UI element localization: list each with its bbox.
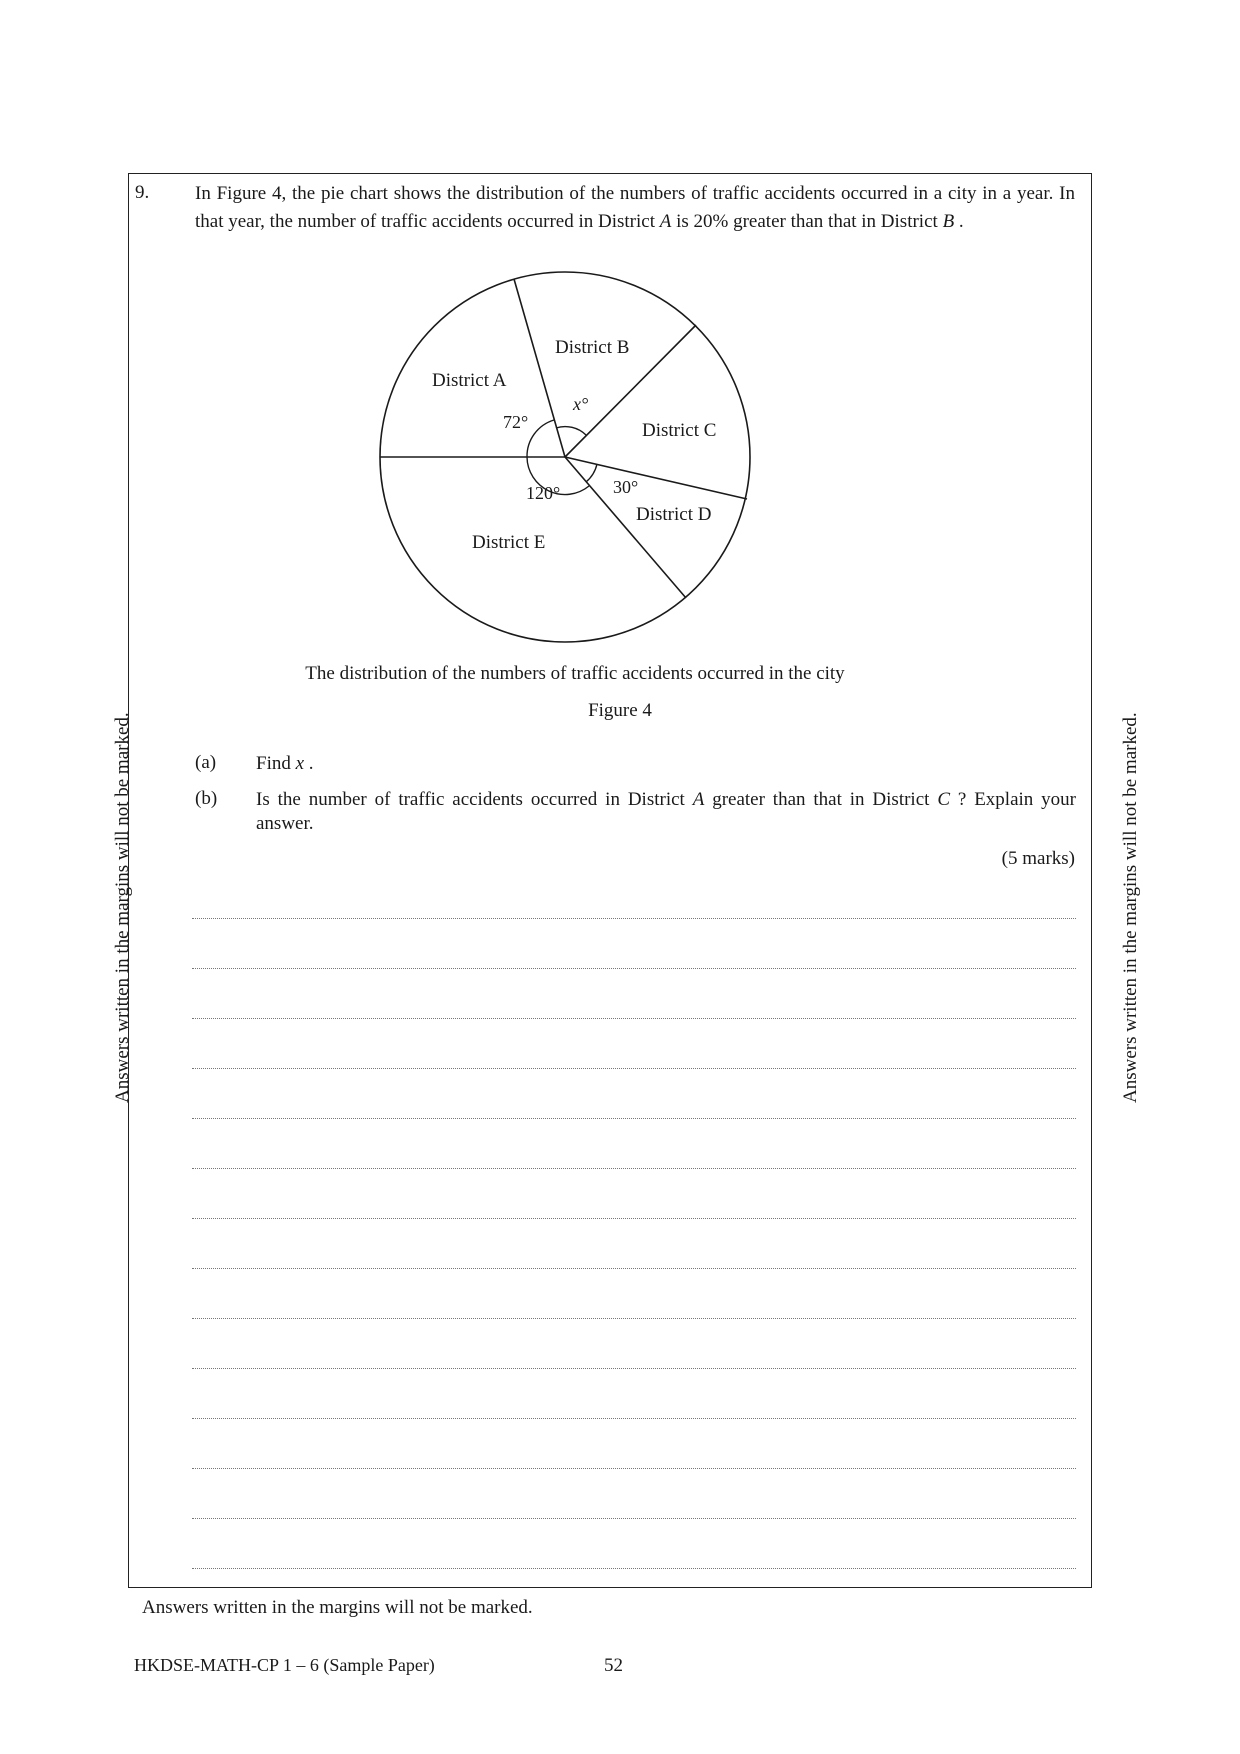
answer-line[interactable] [192,918,1076,919]
arc-x [556,427,586,435]
intro-text-3: . [954,211,964,232]
intro-text-2: is 20% greater than that in District [671,211,943,232]
slice-label-b: District B [555,337,630,358]
angle-label-a: 72° [503,412,529,432]
part-b-var-c: C [937,789,950,810]
slice-label-c: District C [642,420,717,441]
arc-72 [527,420,554,457]
figure-caption: The distribution of the numbers of traffic accidents occurred in the city [305,663,845,684]
part-a-text-1: Find [256,753,296,774]
answer-line[interactable] [192,1318,1076,1319]
part-b-text [256,788,1076,860]
marks-label: (5 marks) [1001,848,1075,869]
arc-30 [586,464,597,482]
figure-label: Figure 4 [588,700,652,721]
intro-var-a: A [659,211,672,232]
part-b-text-3: ? Explain your answer. [256,789,1076,834]
margin-note-left: Answers written in the margins will not be marked. [112,712,133,1103]
slice-label-a: District A [432,370,507,391]
answer-line[interactable] [192,1118,1076,1119]
part-a-text-2: . [304,753,314,774]
answer-line[interactable] [192,1218,1076,1219]
part-b-text-2: greater than that in District [704,789,938,810]
answer-line[interactable] [192,1068,1076,1069]
answer-line[interactable] [192,1268,1076,1269]
answer-line[interactable] [192,1468,1076,1469]
answer-line[interactable] [192,1018,1076,1019]
answer-line[interactable] [192,1418,1076,1419]
footer-note: Answers written in the margins will not be marked. [142,1597,533,1618]
angle-label-b: x° [573,394,589,414]
radius-c-d [565,457,747,499]
page-number: 52 [604,1655,623,1676]
question-intro [195,180,1075,236]
slice-label-e: District E [472,532,546,553]
angle-label-d: 30° [613,477,639,497]
part-a-var: x [295,753,305,774]
margin-note-right: Answers written in the margins will not be marked. [1120,712,1141,1103]
angle-label-e: 120° [526,483,561,503]
part-a-text [256,752,1076,776]
intro-var-b: B [942,211,955,232]
part-b-label: (b) [195,788,218,809]
part-b-var-a: A [692,789,705,810]
slice-label-d: District D [636,504,712,525]
answer-line[interactable] [192,1368,1076,1369]
intro-text-1: In Figure 4, the pie chart shows the distribution of the numbers of traffic accidents occurred in a city in a year. In that year, the number of traffic accidents occurred in District [195,183,1075,232]
paper-code: HKDSE-MATH-CP 1 – 6 (Sample Paper) [134,1655,435,1675]
part-a-label: (a) [195,752,217,773]
answer-line[interactable] [192,968,1076,969]
answer-line[interactable] [192,1568,1076,1569]
question-number: 9. [135,182,150,203]
answer-line[interactable] [192,1168,1076,1169]
pie-chart [380,270,770,650]
part-b-text-1: Is the number of traffic accidents occurred in District [256,789,693,810]
answer-line[interactable] [192,1518,1076,1519]
